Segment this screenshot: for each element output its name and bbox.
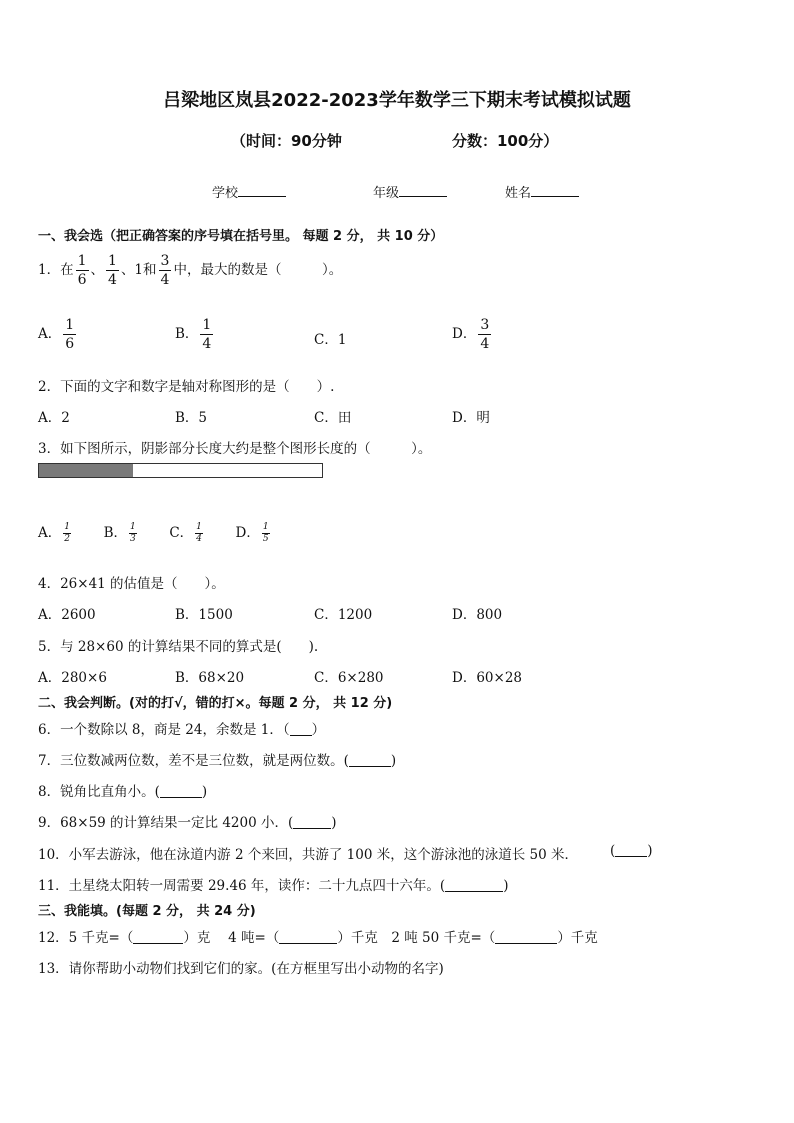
q1-option-a[interactable]: A． $\frac{1}{6}$	[38, 317, 75, 352]
grade-blank[interactable]	[399, 184, 447, 197]
question-5: 5．与 28×60 的计算结果不同的算式是( ).	[38, 639, 319, 655]
name-field	[505, 182, 579, 201]
q3-option-c[interactable]: C． $\frac{1}{4}$	[169, 522, 202, 544]
q11-answer-blank[interactable]	[445, 878, 503, 892]
question-11: 11．土星绕太阳转一周需要 29.46 年，读作：二十九点四十六年。( )	[38, 878, 509, 894]
q6-answer-blank[interactable]	[290, 722, 312, 736]
q8-answer-blank[interactable]	[160, 784, 202, 798]
q5-option-c[interactable]: C．6×280	[314, 670, 384, 686]
section-3-heading: 三、我能填。(每题 2 分， 共 24 分)	[38, 904, 256, 919]
question-3: 3．如下图所示，阴影部分长度大约是整个图形长度的（ ）。	[38, 441, 432, 457]
q1-text-pre: 1．在	[38, 262, 74, 278]
q4-option-b[interactable]: B．1500	[175, 607, 233, 623]
question-7: 7．三位数减两位数，差不是三位数，就是两位数。( )	[38, 753, 397, 769]
q1-option-a-fraction: $\frac{1}{6}$	[65, 317, 75, 352]
q5-option-b[interactable]: B．68×20	[175, 670, 245, 686]
question-4: 4．26×41 的估值是（ ）。	[38, 576, 225, 592]
exam-time: （时间：90分钟	[231, 132, 342, 150]
q3-option-b[interactable]: B． $\frac{1}{3}$	[103, 522, 136, 544]
q12-blank-2[interactable]	[279, 930, 337, 944]
exam-score: 分数：100分）	[452, 132, 559, 150]
q1-option-b[interactable]: B． $\frac{1}{4}$	[175, 317, 212, 352]
q1-option-d[interactable]: D． $\frac{3}{4}$	[452, 317, 490, 352]
q7-answer-blank[interactable]	[349, 753, 391, 767]
q10-answer: ( )	[610, 843, 653, 859]
school-label: 学校	[212, 186, 239, 201]
q1-sep-1: 、	[90, 262, 105, 278]
q4-option-d[interactable]: D．800	[452, 607, 503, 623]
q9-answer-blank[interactable]	[293, 815, 331, 829]
q12-blank-1[interactable]	[133, 930, 183, 944]
shaded-portion	[39, 464, 133, 477]
school-blank[interactable]	[238, 184, 286, 197]
q4-option-a[interactable]: A．2600	[38, 607, 96, 623]
q3-option-d[interactable]: D． $\frac{1}{5}$	[235, 522, 269, 544]
section-1-heading: 一、我会选（把正确答案的序号填在括号里。 每题 2 分， 共 10 分）	[38, 229, 444, 244]
q4-option-c[interactable]: C．1200	[314, 607, 373, 623]
question-1	[38, 254, 342, 287]
q12-blank-3[interactable]	[495, 930, 557, 944]
question-6: 6．一个数除以 8，商是 24，余数是 1．（ ）	[38, 722, 326, 738]
q1-text-post: 中，最大的数是（ ）。	[173, 262, 343, 278]
name-blank[interactable]	[531, 184, 579, 197]
question-2: 2．下面的文字和数字是轴对称图形的是（ ）.	[38, 379, 335, 395]
q1-option-b-fraction: $\frac{1}{4}$	[202, 317, 212, 352]
grade-field	[373, 182, 447, 201]
question-12: 12．5 千克=（ ）克 4 吨=（ ）千克 2 吨 50 千克=（ ）千克	[38, 930, 598, 946]
q10-answer-blank[interactable]	[615, 843, 647, 857]
q3-option-a[interactable]: A． $\frac{1}{2}$	[38, 522, 70, 544]
question-10: 10．小军去游泳，他在泳道内游 2 个来回，共游了 100 米，这个游泳池的泳道长 50 米．	[38, 847, 578, 863]
q3-options	[38, 521, 272, 544]
q5-option-d[interactable]: D．60×28	[452, 670, 522, 686]
q1-fraction-3: $\frac{3}{4}$	[160, 253, 170, 288]
q2-option-a[interactable]: A．2	[38, 410, 70, 426]
q1-option-c[interactable]: C．1	[314, 332, 347, 348]
q2-option-d[interactable]: D．明	[452, 410, 490, 426]
q1-option-d-fraction: $\frac{3}{4}$	[480, 317, 490, 352]
q1-fraction-1: $\frac{1}{6}$	[77, 253, 87, 288]
q5-option-a[interactable]: A．280×6	[38, 670, 107, 686]
page-title: 吕梁地区岚县2022-2023学年数学三下期末考试模拟试题	[163, 90, 631, 111]
length-bar	[38, 463, 323, 478]
question-9: 9．68×59 的计算结果一定比 4200 小．( )	[38, 815, 337, 831]
q2-option-b[interactable]: B．5	[175, 410, 208, 426]
question-8: 8．锐角比直角小。( )	[38, 784, 208, 800]
q1-sep-2: 、1和	[120, 262, 157, 278]
q1-fraction-2: $\frac{1}{4}$	[108, 253, 117, 288]
question-13: 13．请你帮助小动物们找到它们的家。(在方框里写出小动物的名字)	[38, 961, 444, 977]
school-field	[212, 182, 286, 201]
q2-option-c[interactable]: C．田	[314, 410, 352, 426]
name-label: 姓名	[505, 186, 532, 201]
grade-label: 年级	[373, 186, 400, 201]
section-2-heading: 二、我会判断。(对的打√，错的打×。每题 2 分， 共 12 分)	[38, 696, 393, 711]
